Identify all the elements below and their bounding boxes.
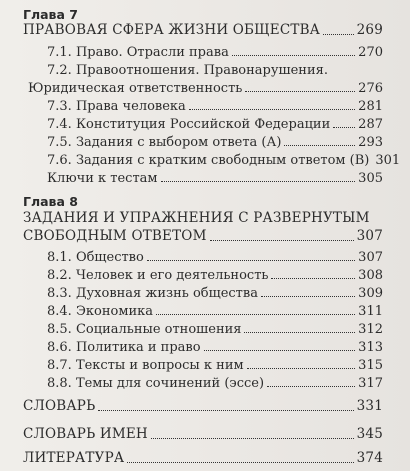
entry-text: 8.7. Тексты и вопросы к ним bbox=[47, 358, 244, 373]
page-number: 293 bbox=[358, 135, 383, 150]
page-number: 287 bbox=[358, 117, 383, 132]
page-number: 345 bbox=[356, 426, 383, 442]
chapter-7-title-row bbox=[23, 24, 383, 38]
entry-text: Ключи к тестам bbox=[47, 171, 158, 186]
leader-dots bbox=[161, 180, 356, 182]
entry-text: 7.6. Задания с кратким свободным ответом (В) bbox=[47, 153, 370, 168]
toc-entry bbox=[47, 359, 383, 372]
leader-dots bbox=[189, 108, 355, 110]
toc-entry bbox=[47, 172, 383, 185]
leader-dots bbox=[98, 409, 353, 411]
entry-text: 8.4. Экономика bbox=[47, 304, 153, 319]
toc-entry-literature bbox=[23, 452, 383, 466]
entry-text: 7.5. Задания с выбором ответа (А) bbox=[47, 135, 282, 150]
leader-dots bbox=[247, 367, 356, 369]
entry-text: 7.4. Конституция Российской Федерации bbox=[47, 117, 331, 132]
leader-dots bbox=[244, 331, 355, 333]
page-number: 312 bbox=[358, 322, 383, 337]
toc-entry bbox=[47, 377, 383, 390]
page-number: 315 bbox=[358, 358, 383, 373]
leader-dots bbox=[333, 126, 355, 128]
leader-dots bbox=[127, 461, 353, 463]
page-number: 317 bbox=[358, 376, 383, 391]
page-number: 311 bbox=[358, 304, 383, 319]
leader-dots bbox=[204, 349, 356, 351]
leader-dots bbox=[156, 313, 355, 315]
entry-text: Юридическая ответственность bbox=[28, 81, 243, 96]
toc-entry bbox=[47, 323, 383, 336]
leader-dots bbox=[323, 33, 354, 35]
page-number: 305 bbox=[358, 171, 383, 186]
entry-text: СЛОВАРЬ ИМЕН bbox=[23, 426, 148, 442]
toc-entry bbox=[47, 153, 401, 168]
toc-entry bbox=[47, 100, 383, 113]
page-number: 307 bbox=[358, 250, 383, 265]
chapter-8-title-line1: ЗАДАНИЯ И УПРАЖНЕНИЯ С РАЗВЕРНУТЫМ bbox=[23, 210, 370, 226]
page-number: 313 bbox=[358, 340, 383, 355]
toc-entry bbox=[28, 82, 383, 95]
leader-dots bbox=[232, 54, 355, 56]
page-number: 308 bbox=[358, 268, 383, 283]
entry-text: 8.5. Социальные отношения bbox=[47, 322, 242, 337]
entry-text: 7.1. Право. Отрасли права bbox=[47, 45, 229, 60]
leader-dots bbox=[151, 437, 354, 439]
page-number: 331 bbox=[356, 398, 383, 414]
toc-entry bbox=[47, 341, 383, 354]
leader-dots bbox=[245, 90, 355, 92]
chapter-8-title-row bbox=[23, 230, 383, 244]
leader-dots bbox=[284, 144, 355, 146]
entry-text: 7.3. Права человека bbox=[47, 99, 186, 114]
chapter-7-heading: Глава 7 bbox=[23, 7, 78, 22]
toc-entry bbox=[47, 136, 383, 149]
toc-entry bbox=[47, 251, 383, 264]
toc-entry bbox=[47, 269, 383, 282]
toc-entry bbox=[47, 305, 383, 318]
page-number: 270 bbox=[358, 45, 383, 60]
toc-entry bbox=[47, 118, 383, 131]
page-number: 374 bbox=[356, 450, 383, 466]
entry-text: СЛОВАРЬ bbox=[23, 398, 96, 414]
page-number: 307 bbox=[356, 228, 383, 244]
entry-text: 7.2. Правоотношения. Правонарушения. bbox=[47, 63, 328, 78]
leader-dots bbox=[271, 277, 355, 279]
chapter-7-title: ПРАВОВАЯ СФЕРА ЖИЗНИ ОБЩЕСТВА bbox=[23, 22, 321, 38]
entry-text: 8.1. Общество bbox=[47, 250, 144, 265]
page-number: 281 bbox=[358, 99, 383, 114]
page-number: 269 bbox=[356, 22, 383, 38]
toc-entry-dictionary bbox=[23, 400, 383, 414]
toc-entry bbox=[47, 287, 383, 300]
page-number: 301 bbox=[375, 153, 401, 168]
entry-text: ЛИТЕРАТУРА bbox=[23, 450, 125, 466]
leader-dots bbox=[267, 385, 355, 387]
leader-dots bbox=[261, 295, 355, 297]
toc-entry-name-dictionary bbox=[23, 428, 383, 442]
chapter-8-heading: Глава 8 bbox=[23, 194, 78, 209]
entry-text: 8.2. Человек и его деятельность bbox=[47, 268, 269, 283]
toc-entry bbox=[47, 46, 383, 59]
leader-dots bbox=[210, 239, 354, 241]
entry-text: 8.6. Политика и право bbox=[47, 340, 201, 355]
entry-text: 8.3. Духовная жизнь общества bbox=[47, 286, 258, 301]
chapter-8-title-line2: СВОБОДНЫМ ОТВЕТОМ bbox=[23, 228, 207, 244]
page-number: 276 bbox=[358, 81, 383, 96]
page-number: 309 bbox=[358, 286, 383, 301]
leader-dots bbox=[147, 259, 355, 261]
entry-text: 8.8. Темы для сочинений (эссе) bbox=[47, 376, 265, 391]
